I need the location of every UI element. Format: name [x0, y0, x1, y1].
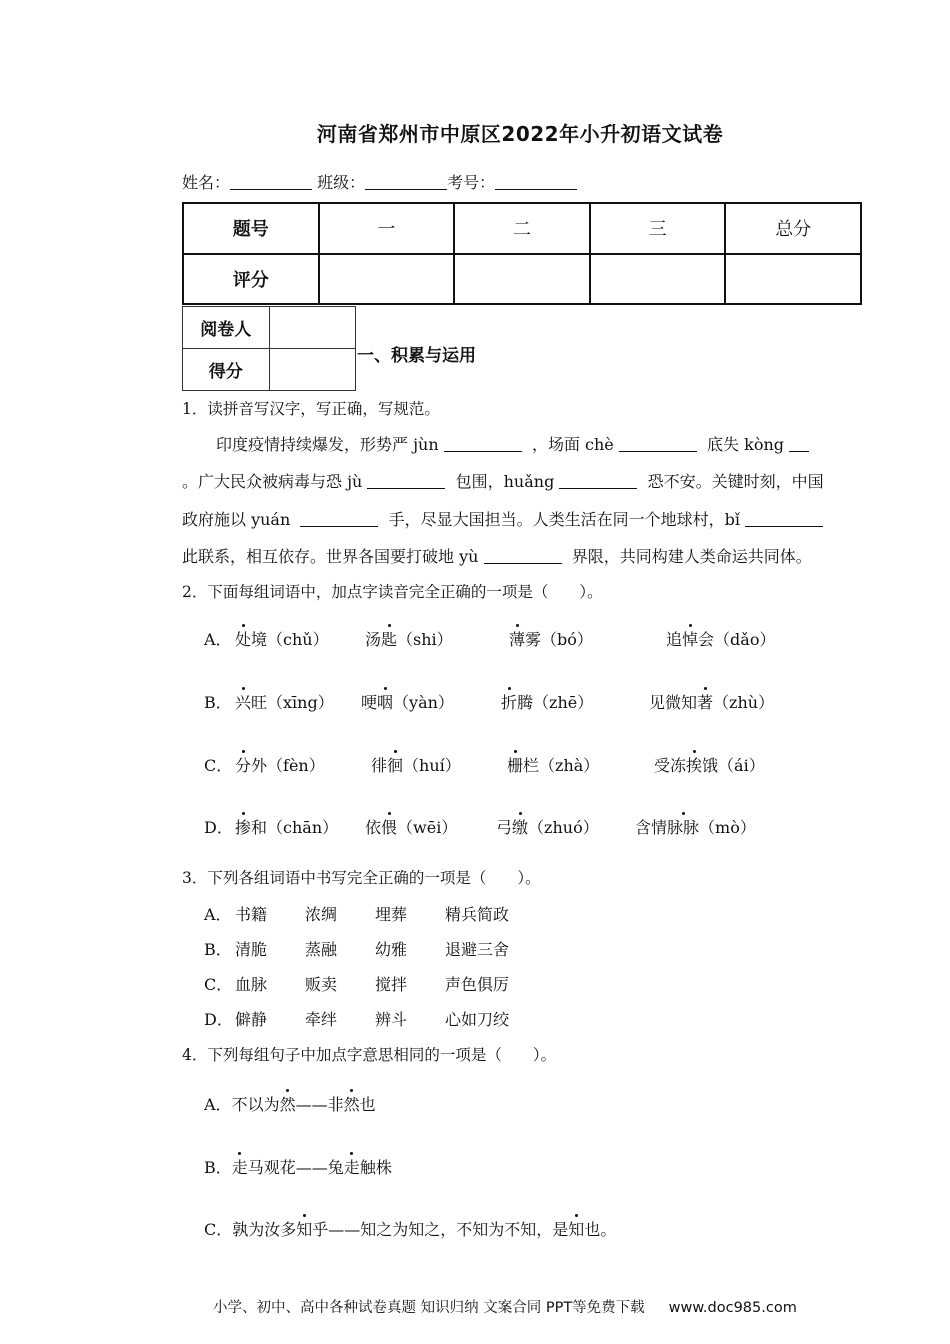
q3-word: 退避三舍: [445, 940, 510, 959]
word-text: 会（dǎo）: [698, 630, 776, 649]
q3-word: 搅拌: [375, 975, 408, 994]
q1-blank-kong[interactable]: [789, 435, 809, 452]
dotted-char: 知: [296, 1220, 313, 1239]
word-text: 境（chǔ）: [251, 630, 329, 649]
q3-word: 蒸融: [305, 940, 338, 959]
q2-a-word-1: [235, 627, 329, 650]
q3-stem: 3．下列各组词语中书写完全正确的一项是（ ）。: [182, 869, 541, 887]
option-label: A．: [204, 905, 232, 924]
q3-word: 浓绸: [305, 905, 338, 924]
q3-word: 精兵简政: [445, 905, 510, 924]
word-text: 腾（zhē）: [517, 693, 594, 712]
grader-score-label: 得分: [183, 349, 270, 391]
section-1-heading: 一、积累与运用: [357, 346, 476, 366]
q1-blank-huang[interactable]: [559, 472, 637, 489]
q2-d-word-3: [496, 815, 599, 838]
q2-a-word-2: [365, 627, 453, 650]
q1-text: 。广大民众被病毒与恐 jù: [182, 472, 363, 491]
q1-line-4: [182, 544, 812, 567]
q4-option-a[interactable]: [204, 1092, 376, 1115]
word-text: 栏（zhà）: [523, 756, 600, 775]
q2-option-a[interactable]: [204, 627, 232, 650]
grader-score-cell[interactable]: [269, 349, 356, 391]
footer-text: 小学、初中、高中各种试卷真题 知识归纳 文案合同 PPT等免费下载: [213, 1300, 645, 1316]
q2-b-word-4: [649, 690, 774, 713]
option-label: C．: [204, 756, 233, 775]
option-label: C．: [204, 975, 233, 994]
reviewer-label: 阅卷人: [183, 307, 270, 349]
option-label: B．: [204, 693, 232, 712]
score-cell-1[interactable]: [319, 254, 455, 305]
q4-stem: 4．下列每组句子中加点字意思相同的一项是（ ）。: [182, 1046, 557, 1064]
q1-blank-yu[interactable]: [484, 547, 562, 564]
option-label: B．: [204, 940, 232, 959]
q4-option-c[interactable]: [204, 1217, 616, 1240]
q2-b-word-3: [501, 690, 593, 713]
q3-word: 辨斗: [375, 1010, 408, 1029]
score-row-label-score: 评分: [183, 254, 319, 305]
exam-no-label: 考号：: [447, 173, 496, 192]
dotted-char: 然: [279, 1095, 296, 1114]
score-cell-2[interactable]: [454, 254, 590, 305]
score-cell-3[interactable]: [590, 254, 726, 305]
q3-word: 心如刀绞: [445, 1010, 510, 1029]
page-footer: [213, 1296, 797, 1317]
class-blank[interactable]: [365, 173, 447, 190]
q3-word: 牵绊: [305, 1010, 338, 1029]
word-text: 含情: [635, 818, 668, 837]
dotted-char: 掺: [235, 818, 252, 837]
dotted-char: 兴: [235, 693, 252, 712]
option-label: A．: [204, 630, 232, 649]
word-text: （mò）: [699, 818, 756, 837]
name-label: 姓名：: [182, 173, 231, 192]
q2-d-word-4: [635, 815, 756, 838]
score-col-total: 总分: [725, 203, 861, 254]
q3-word: 书籍: [235, 905, 268, 924]
score-row-label-number: 题号: [183, 203, 319, 254]
q1-blank-bi[interactable]: [745, 510, 823, 527]
q1-text: 印度疫情持续爆发，形势严 jùn: [216, 435, 439, 454]
q2-option-c[interactable]: [204, 753, 232, 776]
q2-stem: 2．下面每组词语中，加点字读音完全正确的一项是（ ）。: [182, 583, 603, 601]
class-label: 班级：: [317, 173, 366, 192]
q1-blank-ju[interactable]: [367, 472, 445, 489]
dotted-char: 然: [343, 1095, 360, 1114]
sentence-text: 触株: [359, 1158, 392, 1177]
option-label: B．: [204, 1158, 232, 1177]
word-text: 追: [666, 630, 683, 649]
grader-table: [182, 306, 356, 391]
q1-text: ，场面 chè: [531, 435, 614, 454]
q1-text: 底失 kòng: [707, 435, 784, 454]
q2-b-word-2: [361, 690, 454, 713]
q2-a-word-4: [666, 627, 775, 650]
score-cell-total[interactable]: [725, 254, 861, 305]
q3-word: 僻静: [235, 1010, 268, 1029]
q3-word: 声色俱厉: [445, 975, 510, 994]
q1-text: 包围，huǎng: [455, 472, 555, 491]
word-text: 依: [365, 818, 382, 837]
word-text: 受冻: [654, 756, 687, 775]
dotted-char: 折: [501, 693, 518, 712]
word-text: （zhù）: [713, 693, 775, 712]
q3-word: 血脉: [235, 975, 268, 994]
q1-line-2: [182, 469, 824, 492]
option-label: D．: [204, 1010, 233, 1029]
sentence-text: 不以为: [231, 1095, 280, 1114]
sentence-text: 也。: [584, 1220, 617, 1239]
word-text: 汤: [365, 630, 382, 649]
word-text: 和（chān）: [251, 818, 339, 837]
word-text: 徘: [371, 756, 388, 775]
q2-c-word-4: [654, 753, 765, 776]
q2-d-word-1: [235, 815, 338, 838]
dotted-char: 缴: [512, 818, 529, 837]
score-table-score-row: [183, 254, 861, 305]
score-table-header-row: [183, 203, 861, 254]
word-text: 弓: [496, 818, 513, 837]
dotted-char: 脉脉: [667, 818, 700, 837]
q1-text: 政府施以 yuán: [182, 510, 291, 529]
dotted-char: 偎: [381, 818, 398, 837]
q2-c-word-2: [371, 753, 461, 776]
word-text: 外（fèn）: [251, 756, 325, 775]
sentence-text: 也: [359, 1095, 376, 1114]
exam-title: 河南省郑州市中原区2022年小升初语文试卷: [316, 122, 724, 146]
word-text: 旺（xīng）: [251, 693, 334, 712]
sentence-text: 马观花——兔: [247, 1158, 344, 1177]
word-text: （shi）: [397, 630, 453, 649]
q1-text: 手，尽显大国担当。人类生活在同一个地球村，bǐ: [388, 510, 740, 529]
q1-blank-yuan[interactable]: [300, 510, 378, 527]
dotted-char: 分: [235, 756, 252, 775]
q1-blank-jun[interactable]: [444, 435, 522, 452]
exam-no-blank[interactable]: [495, 173, 577, 190]
word-text: （yàn）: [393, 693, 454, 712]
q1-text: 界限，共同构建人类命运共同体。: [571, 547, 812, 566]
dotted-char: 徊: [387, 756, 404, 775]
q2-a-word-3: [509, 627, 593, 650]
q4-option-b[interactable]: [204, 1155, 392, 1178]
q2-c-word-1: [235, 753, 325, 776]
word-text: （huí）: [403, 756, 461, 775]
reviewer-cell[interactable]: [269, 307, 356, 349]
q1-text: 此联系，相互依存。世界各国要打破地 yù: [182, 547, 479, 566]
word-text: 饿（ái）: [702, 756, 765, 775]
q2-c-word-3: [507, 753, 599, 776]
dotted-char: 知: [568, 1220, 585, 1239]
dotted-char: 咽: [377, 693, 394, 712]
word-text: （wēi）: [397, 818, 458, 837]
q3-word: 埋葬: [375, 905, 408, 924]
score-col-1: 一: [319, 203, 455, 254]
dotted-char: 悼: [682, 630, 699, 649]
q3-word: 贩卖: [305, 975, 338, 994]
dotted-char: 薄: [509, 630, 526, 649]
word-text: （zhuó）: [528, 818, 599, 837]
option-label: C．: [204, 1220, 233, 1239]
q2-d-word-2: [365, 815, 457, 838]
score-table: [182, 202, 862, 305]
dotted-char: 走: [231, 1158, 248, 1177]
q1-stem: 1．读拼音写汉字，写正确，写规范。: [182, 400, 440, 418]
dotted-char: 走: [343, 1158, 360, 1177]
q2-option-b[interactable]: [204, 690, 232, 713]
q3-word: 幼雅: [375, 940, 408, 959]
dotted-char: 处: [235, 630, 252, 649]
option-label: D．: [204, 818, 233, 837]
word-text: 雾（bó）: [525, 630, 593, 649]
q3-word: 清脆: [235, 940, 268, 959]
footer-site-link[interactable]: www.doc985.com: [668, 1300, 797, 1316]
dotted-char: 栅: [507, 756, 524, 775]
option-label: A．: [204, 1095, 232, 1114]
dotted-char: 挨: [686, 756, 703, 775]
dotted-char: 著: [697, 693, 714, 712]
score-col-2: 二: [454, 203, 590, 254]
q1-text: 恐不安。关键时刻，中国: [647, 472, 824, 491]
name-blank[interactable]: [230, 173, 312, 190]
q1-blank-che[interactable]: [619, 435, 697, 452]
student-info-line: [182, 170, 577, 193]
word-text: 见微知: [649, 693, 698, 712]
q1-line-3: [182, 507, 823, 530]
sentence-text: ——非: [295, 1095, 344, 1114]
dotted-char: 匙: [381, 630, 398, 649]
sentence-text: 乎——知之为知之，不知为不知，是: [312, 1220, 569, 1239]
sentence-text: 孰为汝多: [232, 1220, 297, 1239]
score-col-3: 三: [590, 203, 726, 254]
q2-b-word-1: [235, 690, 334, 713]
q1-line-1: [216, 432, 809, 455]
word-text: 哽: [361, 693, 378, 712]
q2-option-d[interactable]: [204, 815, 233, 838]
